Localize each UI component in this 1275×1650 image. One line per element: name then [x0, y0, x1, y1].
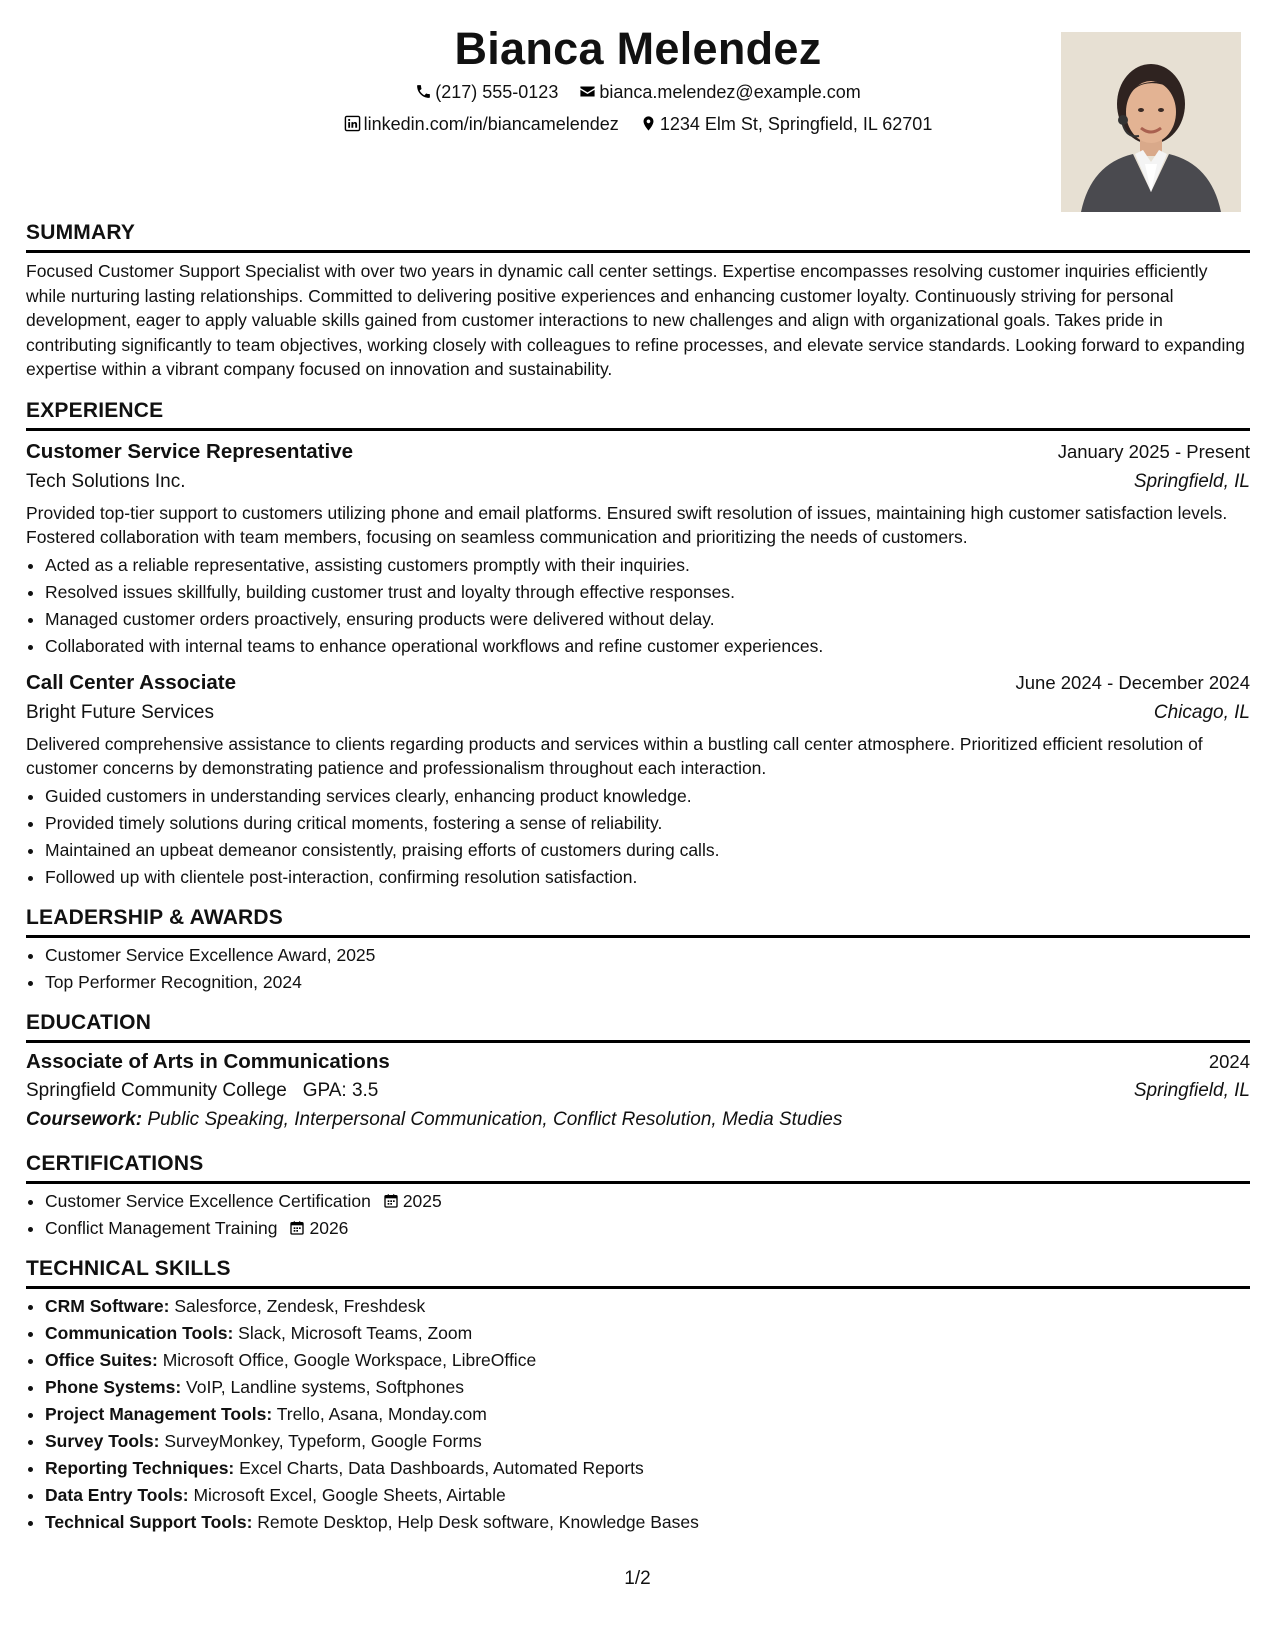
resume-page — [26, 0, 1250, 1536]
linkedin-text: linkedin.com/in/biancamelendez — [363, 114, 619, 134]
job-entry — [26, 437, 1250, 660]
address-text: 1234 Elm St, Springfield, IL 62701 — [659, 114, 933, 134]
experience-section — [26, 398, 1250, 891]
skill-values: Microsoft Office, Google Workspace, LibreOffice — [162, 1349, 537, 1370]
job-location: Springfield, IL — [1133, 470, 1250, 492]
skill-category: Data Entry Tools: — [45, 1484, 189, 1505]
awards-list — [26, 942, 1250, 996]
graduation-year: 2024 — [1208, 1050, 1250, 1072]
calendar-icon — [383, 1193, 399, 1209]
job-location: Chicago, IL — [1153, 701, 1250, 723]
list-item — [45, 1188, 1250, 1215]
summary-section — [26, 220, 1250, 382]
list-item — [45, 1428, 1250, 1455]
degree-title: Associate of Arts in Communications — [26, 1049, 390, 1073]
profile-photo-image — [1061, 32, 1241, 212]
resume-header — [26, 0, 1250, 220]
job-title: Customer Service Representative — [26, 439, 354, 463]
email-contact[interactable] — [579, 80, 860, 104]
list-item — [45, 1509, 1250, 1536]
certifications-list — [26, 1188, 1250, 1242]
skill-values: SurveyMonkey, Typeform, Google Forms — [164, 1430, 482, 1451]
school-name-and-gpa — [26, 1077, 378, 1105]
list-item — [45, 1482, 1250, 1509]
job-description: Delivered comprehensive assistance to clients regarding products and services within a bustling call center atmosphere. Prioritized efficient resolution of customer concerns by demonstrating patience and professionalism throughout each interaction. — [26, 733, 1203, 778]
coursework-label: Coursework: — [26, 1108, 143, 1130]
skills-list — [26, 1293, 1250, 1536]
job-entry — [26, 668, 1250, 891]
skill-category: Survey Tools: — [45, 1430, 160, 1451]
list-item: • Top Performer Recognition, 2024 — [45, 969, 1250, 996]
skill-category: Office Suites: — [45, 1349, 158, 1370]
job-description: Provided top-tier support to customers utilizing phone and email platforms. Ensured swift resolution of issues, maintaining high customer satisfaction levels. Fostered collaboration with team members, focusing on seamless communication and prioritizing the needs of customers. — [26, 502, 1228, 547]
list-item — [45, 1293, 1250, 1320]
list-item — [45, 1347, 1250, 1374]
summary-heading: SUMMARY — [26, 220, 1250, 253]
skill-values: Salesforce, Zendesk, Freshdesk — [174, 1295, 426, 1316]
skill-values: VoIP, Landline systems, Softphones — [186, 1376, 464, 1397]
school-location: Springfield, IL — [1133, 1079, 1250, 1101]
summary-text: Focused Customer Support Specialist with over two years in dynamic call center settings. Expertise encompasses resolving customer inquiries efficiently while nurturing lasting relationships. Committed to delivering positive experiences and enhancing customer loyalty. Continuously striving for personal development, eager to apply valuable skills gained from customer interactions to new challenges and align with organizational goals. Takes pride in contributing significantly to team objectives, working closely with colleagues to refine processes, and elevate service standards. Looking forward to expanding expertise within a vibrant company focused on innovation and sustainability. — [26, 261, 1245, 379]
school-name: Springfield Community College — [26, 1079, 287, 1101]
certification-year: 2026 — [309, 1217, 349, 1238]
job-company: Tech Solutions Inc. — [26, 470, 186, 492]
skill-category: Phone Systems: — [45, 1376, 182, 1397]
skill-category: Technical Support Tools: — [45, 1511, 253, 1532]
calendar-icon — [289, 1220, 305, 1236]
phone-icon — [415, 83, 432, 100]
skill-values: Trello, Asana, Monday.com — [276, 1403, 487, 1424]
skill-category: Communication Tools: — [45, 1322, 234, 1343]
phone-contact — [415, 80, 558, 104]
linkedin-contact[interactable] — [344, 112, 619, 136]
list-item — [45, 1374, 1250, 1401]
certification-year: 2025 — [402, 1190, 442, 1211]
education-heading: EDUCATION — [26, 1010, 1250, 1043]
certifications-section — [26, 1151, 1250, 1242]
certifications-heading: CERTIFICATIONS — [26, 1151, 1250, 1184]
certification-name: Conflict Management Training — [45, 1217, 278, 1238]
skill-values: Remote Desktop, Help Desk software, Knowledge Bases — [257, 1511, 699, 1532]
job-title: Call Center Associate — [26, 670, 237, 694]
education-section — [26, 1010, 1250, 1131]
list-item — [45, 1215, 1250, 1242]
job-bullets — [26, 552, 1250, 660]
page-number: 1/2 — [624, 1568, 651, 1589]
coursework-list: Public Speaking, Interpersonal Communication, Conflict Resolution, Media Studies — [147, 1108, 843, 1130]
list-item: • Acted as a reliable representative, assisting customers promptly with their inquiries. — [45, 552, 1250, 579]
skills-section — [26, 1256, 1250, 1536]
address-contact — [640, 112, 933, 136]
experience-heading: EXPERIENCE — [26, 398, 1250, 431]
skill-category: Reporting Techniques: — [45, 1457, 235, 1478]
skill-values: Slack, Microsoft Teams, Zoom — [238, 1322, 473, 1343]
candidate-name: Bianca Melendez — [454, 23, 822, 74]
awards-section — [26, 905, 1250, 996]
job-dates: January 2025 - Present — [1057, 440, 1250, 462]
email-text: bianca.melendez@example.com — [599, 82, 861, 102]
profile-photo — [1061, 32, 1241, 212]
envelope-icon — [579, 83, 596, 100]
certification-name: Customer Service Excellence Certification — [45, 1190, 371, 1211]
list-item: • Collaborated with internal teams to enhance operational workflows and refine customer experiences. — [45, 633, 1250, 660]
skills-heading: TECHNICAL SKILLS — [26, 1256, 1250, 1289]
list-item: • Provided timely solutions during critical moments, fostering a sense of reliability. — [45, 810, 1250, 837]
map-pin-icon — [640, 115, 657, 132]
list-item: • Followed up with clientele post-interaction, confirming resolution satisfaction. — [45, 864, 1250, 891]
list-item: • Guided customers in understanding services clearly, enhancing product knowledge. — [45, 783, 1250, 810]
skill-values: Microsoft Excel, Google Sheets, Airtable — [193, 1484, 506, 1505]
coursework — [26, 1109, 1250, 1131]
awards-heading: LEADERSHIP & AWARDS — [26, 905, 1250, 938]
job-dates: June 2024 - December 2024 — [1015, 671, 1250, 693]
list-item — [45, 1401, 1250, 1428]
skill-category: CRM Software: — [45, 1295, 170, 1316]
list-item — [45, 1320, 1250, 1347]
skill-category: Project Management Tools: — [45, 1403, 273, 1424]
phone-text: (217) 555-0123 — [435, 82, 559, 102]
list-item: • Maintained an upbeat demeanor consistently, praising efforts of customers during calls. — [45, 837, 1250, 864]
list-item: • Resolved issues skillfully, building customer trust and loyalty through effective responses. — [45, 579, 1250, 606]
list-item: • Managed customer orders proactively, ensuring products were delivered without delay. — [45, 606, 1250, 633]
gpa: GPA: 3.5 — [302, 1079, 379, 1101]
job-bullets — [26, 783, 1250, 891]
list-item: • Customer Service Excellence Award, 2025 — [45, 942, 1250, 969]
list-item — [45, 1455, 1250, 1482]
linkedin-icon — [344, 115, 361, 132]
skill-values: Excel Charts, Data Dashboards, Automated Reports — [239, 1457, 644, 1478]
job-company: Bright Future Services — [26, 701, 214, 723]
